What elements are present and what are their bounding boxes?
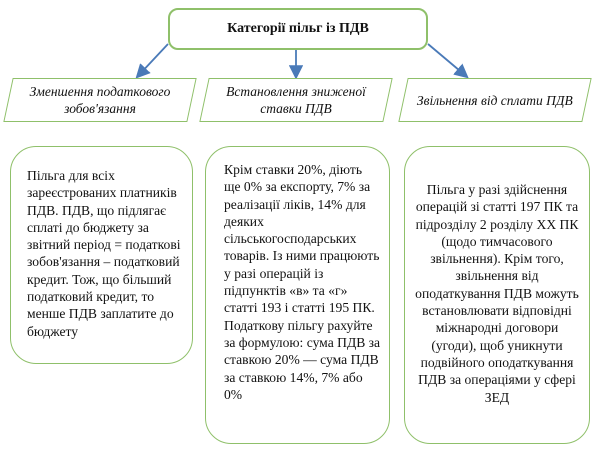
arrow-right xyxy=(428,44,466,76)
category-label-box-3 xyxy=(398,78,591,122)
category-label-box-1 xyxy=(3,78,196,122)
arrow-left xyxy=(138,44,168,76)
category-description-box-3 xyxy=(404,146,590,444)
category-description-3: Пільга у разі здійснення операцій зі статті 197 ПК та підрозділу 2 розділу XX ПК (щодо тимчасового звільнення). Крім того, звільнення від оподаткування ПДВ можуть встановлювати відповідні міжнародні договори (угоди), щоб уникнути подвійного оподаткування ПДВ за операціями у сфері ЗЕД xyxy=(415,182,579,405)
category-description-box-1 xyxy=(10,146,193,364)
category-description-box-2 xyxy=(205,146,390,444)
category-label-box-2 xyxy=(199,78,392,122)
category-label-2: Встановлення зниженої ставки ПДВ xyxy=(226,84,366,116)
category-label-3: Звільнення від сплати ПДВ xyxy=(417,92,573,108)
category-description-2: Крім ставки 20%, діють ще 0% за експорту, 7% за реалізації ліків, 14% для деяких сільськогосподарських товарів. Із ними працюють у разі операцій із підпунктів «в» та «г» статті 193 і статті 195 ПК. Податкову пільгу рахуйте за формулою: сума ПДВ за ставкою 20% — сума ПДВ за ставкою 14%, 7% або 0% xyxy=(224,162,381,402)
category-label-1: Зменшення податкового зобов'язання xyxy=(29,84,171,116)
category-description-1: Пільга для всіх зареєстрованих платників ПДВ. ПДВ, що підлягає сплаті до бюджету за звітний період = податкові зобов'язання – податковий кредит. Тож, що більший податковий кредит, то менше ПДВ заплатите до бюджету xyxy=(27,168,181,339)
diagram-title-text: Категорії пільг із ПДВ xyxy=(227,21,369,36)
diagram-title xyxy=(168,8,428,50)
